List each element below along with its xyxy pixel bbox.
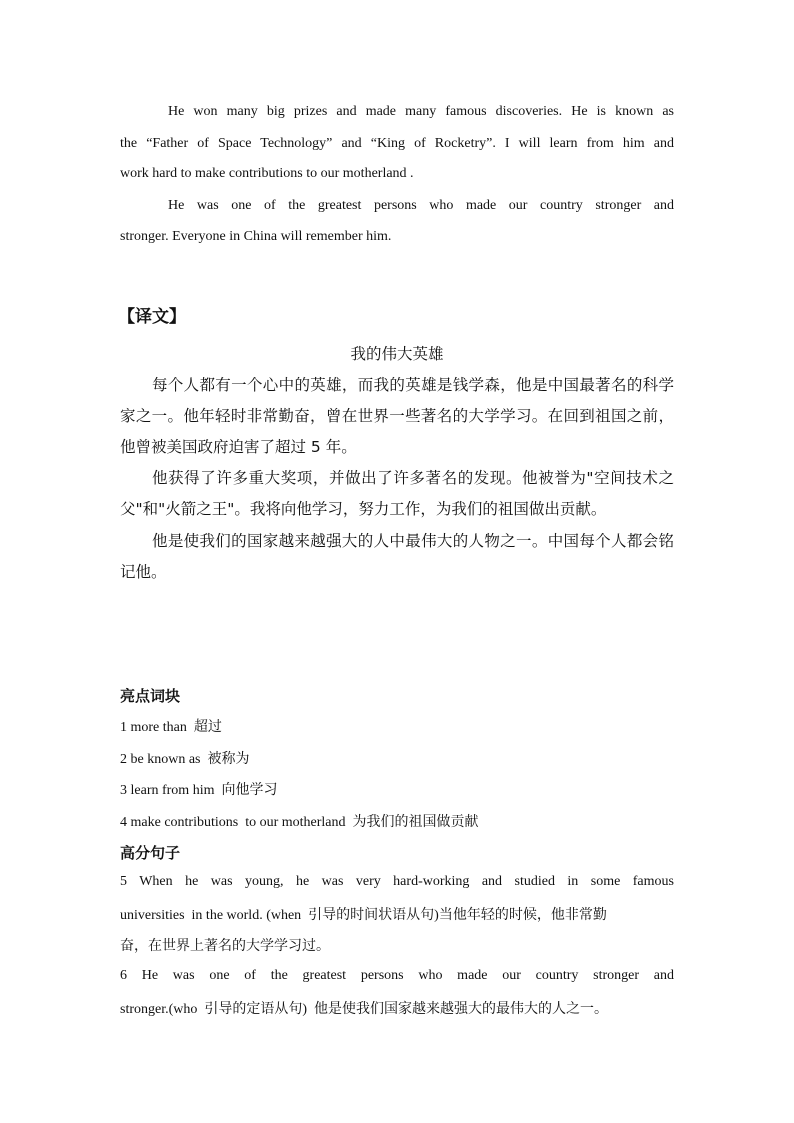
sentence-5-line3: 奋，在世界上著名的大学学习过。 <box>120 939 330 954</box>
sentence-6-line2: stronger.(who 引导的定语从句) 他是使我们国家越来越强大的最伟大的人之一。 <box>120 1002 609 1017</box>
english-para2-line1: He was one of the greatest persons who made our country stronger and <box>168 198 674 213</box>
sentences-heading: 高分句子 <box>120 844 181 862</box>
highlight-item-2: 2 be known as 被称为 <box>120 752 250 767</box>
highlight-item-1: 1 more than 超过 <box>120 720 222 735</box>
highlight-item-3: 3 learn from him 向他学习 <box>120 783 278 798</box>
english-para1-line1: He won many big prizes and made many famous discoveries. He is known as <box>168 104 674 119</box>
translation-heading: 【译文】 <box>118 307 186 327</box>
translation-para1-line2: 家之一。他年轻时非常勤奋，曾在世界一些著名的大学学习。在回到祖国之前， <box>120 407 674 425</box>
sentence-6-line1: 6 He was one of the greatest persons who made our country stronger and <box>120 968 674 983</box>
translation-para1-line3: 他曾被美国政府迫害了超过 5 年。 <box>120 438 357 456</box>
translation-para2-line1: 他获得了许多重大奖项，并做出了许多著名的发现。他被誉为"空间技术之 <box>152 469 674 487</box>
english-para2-line2: stronger. Everyone in China will remember him. <box>120 229 392 244</box>
sentence-5-line1: 5 When he was young, he was very hard-working and studied in some famous <box>120 874 674 889</box>
translation-para3-line1: 他是使我们的国家越来越强大的人中最伟大的人物之一。中国每个人都会铭 <box>152 532 674 550</box>
highlights-heading: 亮点词块 <box>120 687 181 705</box>
translation-para2-line2: 父"和"火箭之王"。我将向他学习，努力工作，为我们的祖国做出贡献。 <box>120 500 607 518</box>
english-para1-line2: the “Father of Space Technology” and “King of Rocketry”. I will learn from him and <box>120 136 674 151</box>
translation-para1-line1: 每个人都有一个心中的英雄，而我的英雄是钱学森，他是中国最著名的科学 <box>152 376 674 394</box>
translation-title: 我的伟大英雄 <box>350 345 444 363</box>
english-para1-line3: work hard to make contributions to our motherland . <box>120 166 414 181</box>
highlight-item-4: 4 make contributions to our motherland 为我们的祖国做贡献 <box>120 815 479 830</box>
sentence-5-line2: universities in the world. (when 引导的时间状语从句)当他年轻的时候，他非常勤 <box>120 908 607 923</box>
translation-para3-line2: 记他。 <box>120 563 167 581</box>
